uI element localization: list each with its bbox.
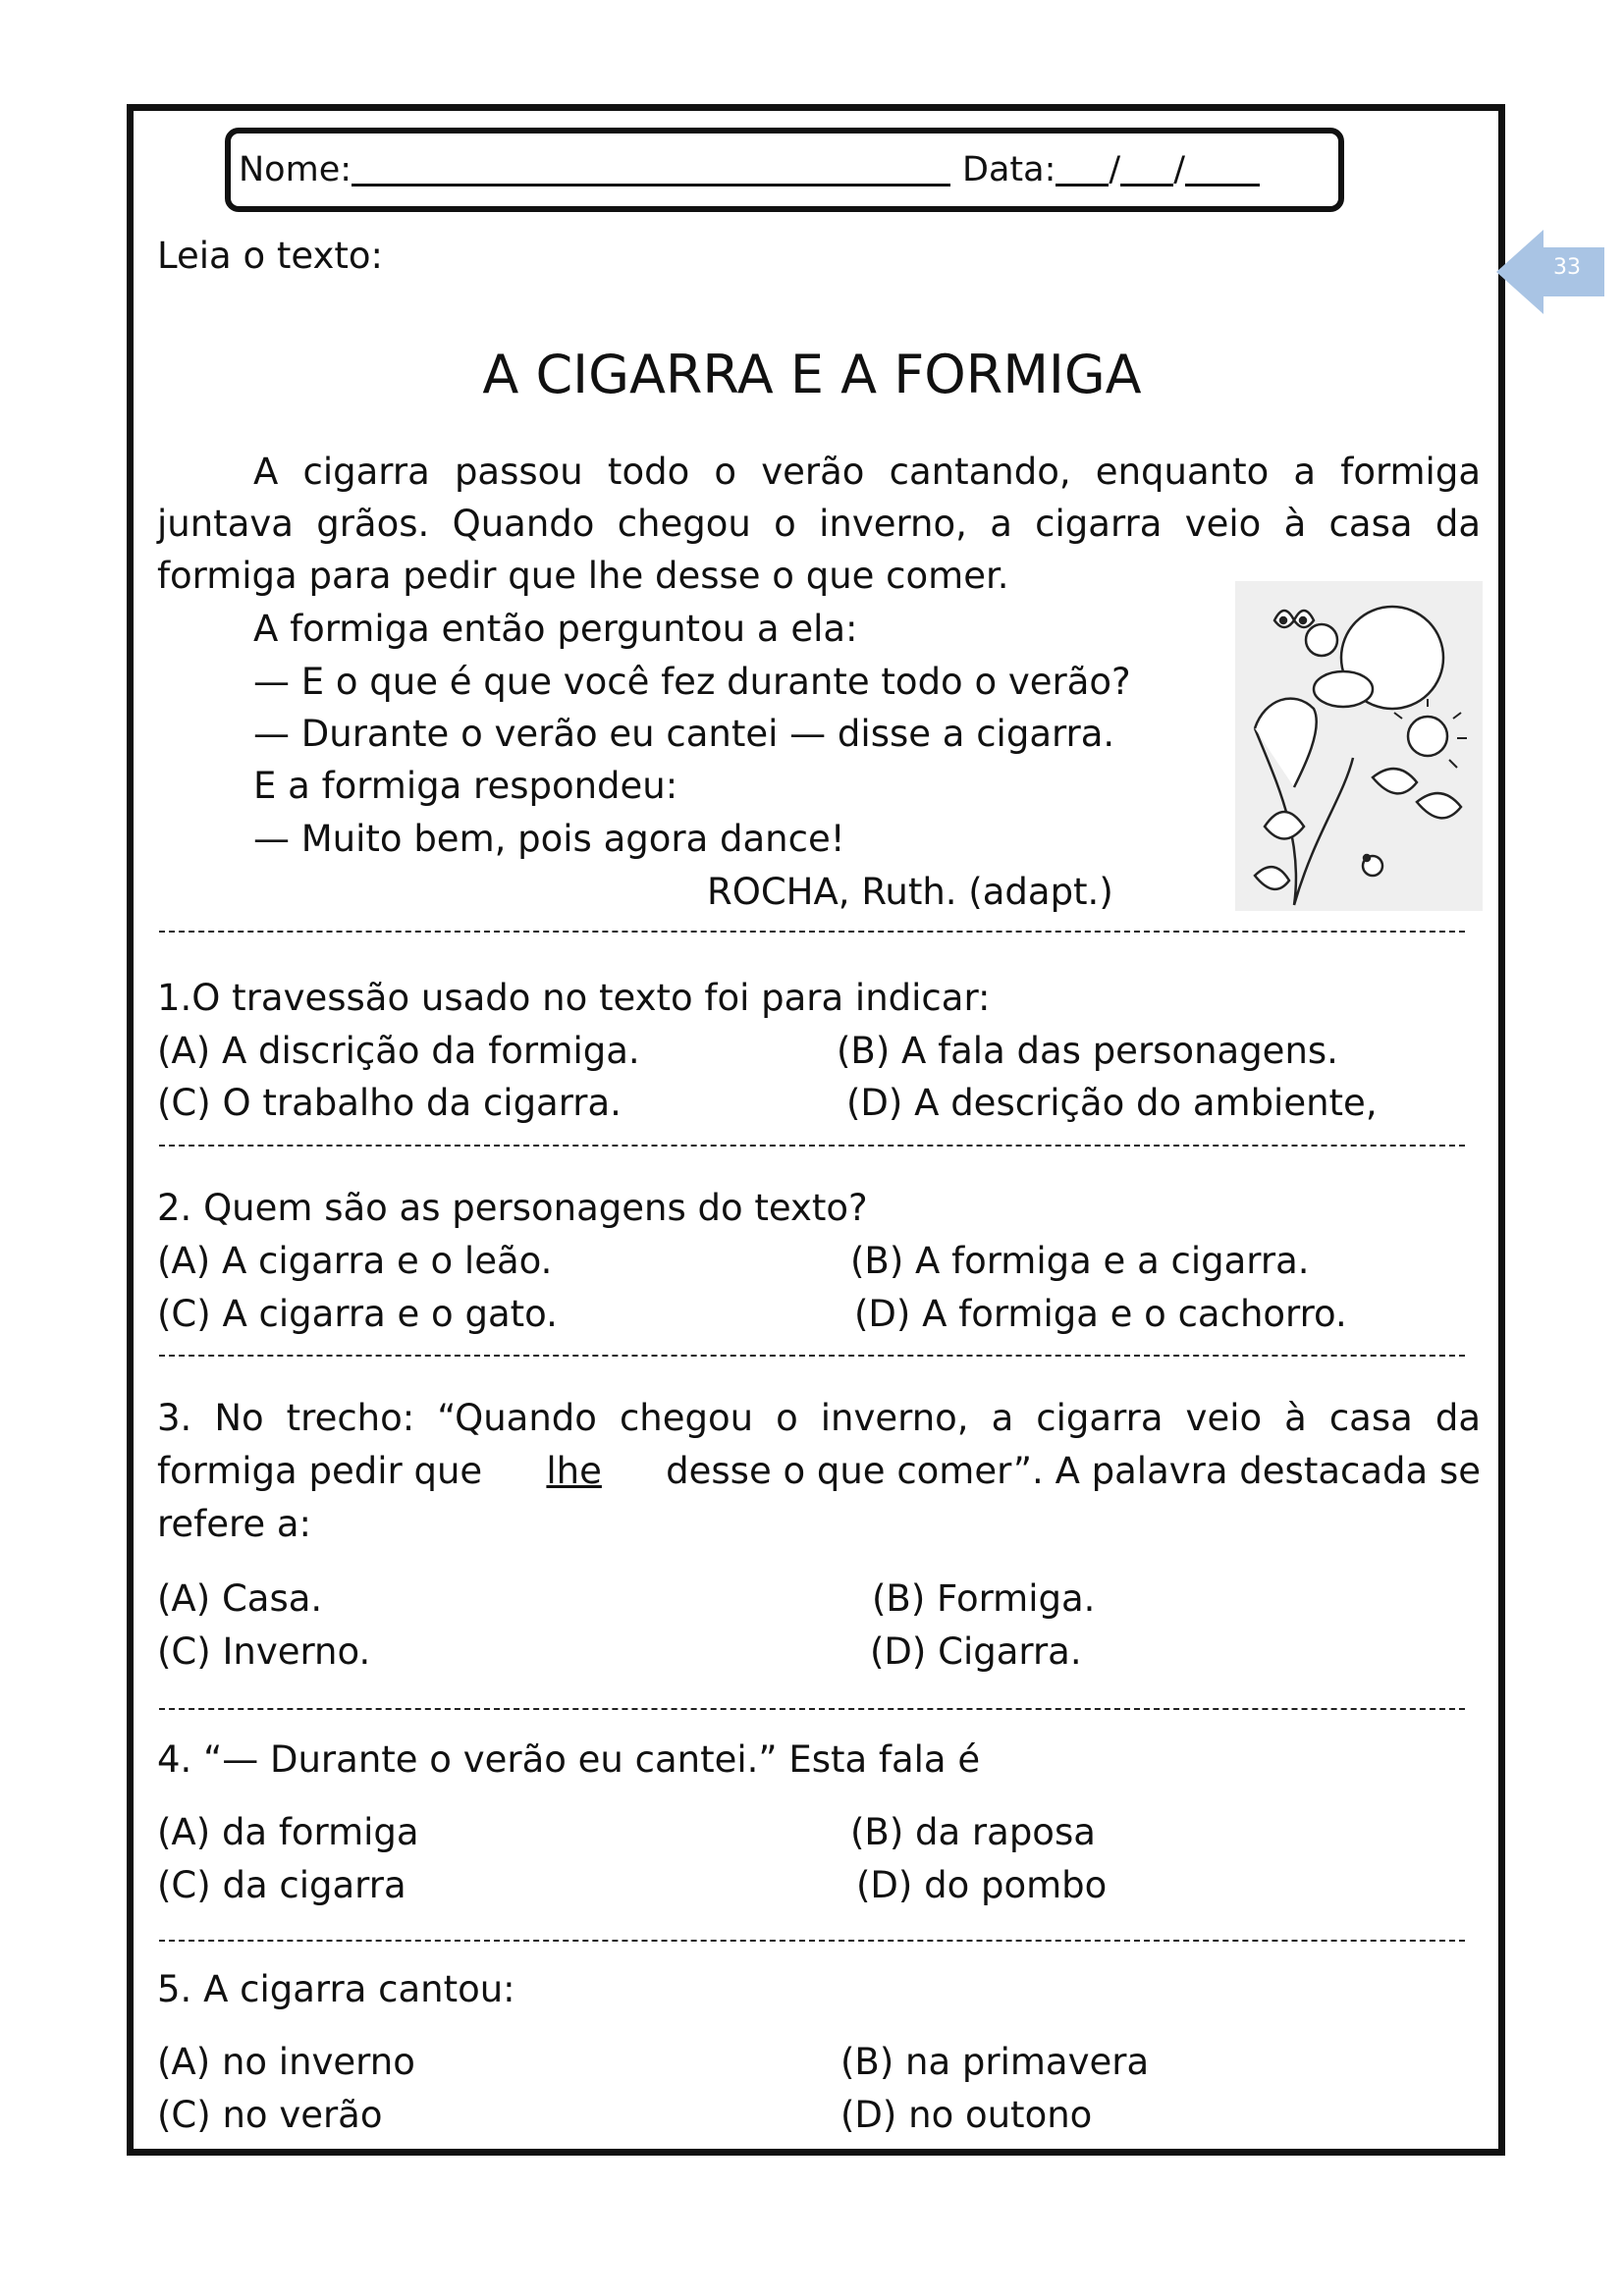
intro-text: Leia o texto: [157,235,383,277]
question-2-option-b[interactable]: (B) A formiga e a cigarra. [850,1240,1310,1282]
question-2-option-a[interactable]: (A) A cigarra e o leão. [157,1240,553,1282]
question-3-option-b[interactable]: (B) Formiga. [872,1577,1096,1620]
date-label: Data: [962,150,1056,189]
cicada-illustration [1235,581,1483,911]
story-line: A cigarra passou todo o verão cantando, enquanto a formiga [253,451,1481,493]
story-author: ROCHA, Ruth. (adapt.) [707,871,1113,913]
question-2-option-c[interactable]: (C) A cigarra e o gato. [157,1293,558,1335]
story-line: juntava grãos. Quando chegou o inverno, a cigarra veio à casa da [157,503,1481,545]
section-divider [159,931,1465,933]
arrow-left-icon [1496,230,1604,314]
question-3-option-c[interactable]: (C) Inverno. [157,1630,371,1673]
question-3-option-d[interactable]: (D) Cigarra. [870,1630,1082,1673]
question-4-option-a[interactable]: (A) da formiga [157,1811,419,1853]
question-5-option-b[interactable]: (B) na primavera [840,2041,1150,2083]
date-year-field[interactable] [1185,154,1260,187]
question-1-text: 1.O travessão usado no texto foi para indicar: [157,977,991,1019]
section-divider [159,1940,1465,1942]
name-date-box [225,128,1344,212]
story-line: formiga para pedir que lhe desse o que comer. [157,555,1009,597]
page-number: 33 [1553,255,1581,280]
question-5-option-c[interactable]: (C) no verão [157,2094,383,2136]
question-1-option-a[interactable]: (A) A discrição da formiga. [157,1030,640,1072]
name-field[interactable] [352,154,950,187]
question-2-option-d[interactable]: (D) A formiga e o cachorro. [854,1293,1347,1335]
question-5-text: 5. A cigarra cantou: [157,1968,515,2010]
date-separator: / [1173,150,1185,189]
question-1-option-c[interactable]: (C) O trabalho da cigarra. [157,1082,622,1124]
question-4-option-b[interactable]: (B) da raposa [850,1811,1096,1853]
question-3-option-a[interactable]: (A) Casa. [157,1577,323,1620]
question-4-option-c[interactable]: (C) da cigarra [157,1864,406,1906]
question-3-text-line3: refere a: [157,1503,312,1545]
story-line: E a formiga respondeu: [253,765,678,807]
name-label: Nome: [239,150,352,189]
story-line: — Durante o verão eu cantei — disse a cigarra. [253,713,1115,755]
question-3-text-line2 [157,1450,1481,1492]
section-divider [159,1708,1465,1710]
question-3-text: 3. No trecho: “Quando chegou o inverno, a cigarra veio à casa da [157,1397,1481,1439]
cicada-drawing-icon [1235,581,1483,911]
date-day-field[interactable] [1056,154,1109,187]
date-separator: / [1109,150,1121,189]
question-5-option-a[interactable]: (A) no inverno [157,2041,415,2083]
date-month-field[interactable] [1120,154,1173,187]
story-title: A CIGARRA E A FORMIGA [482,344,1142,405]
story-line: A formiga então perguntou a ela: [253,608,858,650]
question-1-option-d[interactable]: (D) A descrição do ambiente, [846,1082,1378,1124]
question-2-text: 2. Quem são as personagens do texto? [157,1187,868,1229]
story-line: — E o que é que você fez durante todo o verão? [253,661,1131,703]
question-5-option-d[interactable]: (D) no outono [840,2094,1093,2136]
question-3-text-part: formiga pedir que [157,1450,483,1492]
page-number-tab [1496,230,1604,314]
highlighted-word: lhe [546,1450,602,1492]
question-4-option-d[interactable]: (D) do pombo [856,1864,1108,1906]
section-divider [159,1355,1465,1357]
question-3-text-part: desse o que comer”. A palavra destacada se [666,1450,1481,1492]
section-divider [159,1145,1465,1147]
question-1-option-b[interactable]: (B) A fala das personagens. [837,1030,1338,1072]
story-line: — Muito bem, pois agora dance! [253,818,845,860]
question-4-text: 4. “— Durante o verão eu cantei.” Esta fala é [157,1738,981,1781]
